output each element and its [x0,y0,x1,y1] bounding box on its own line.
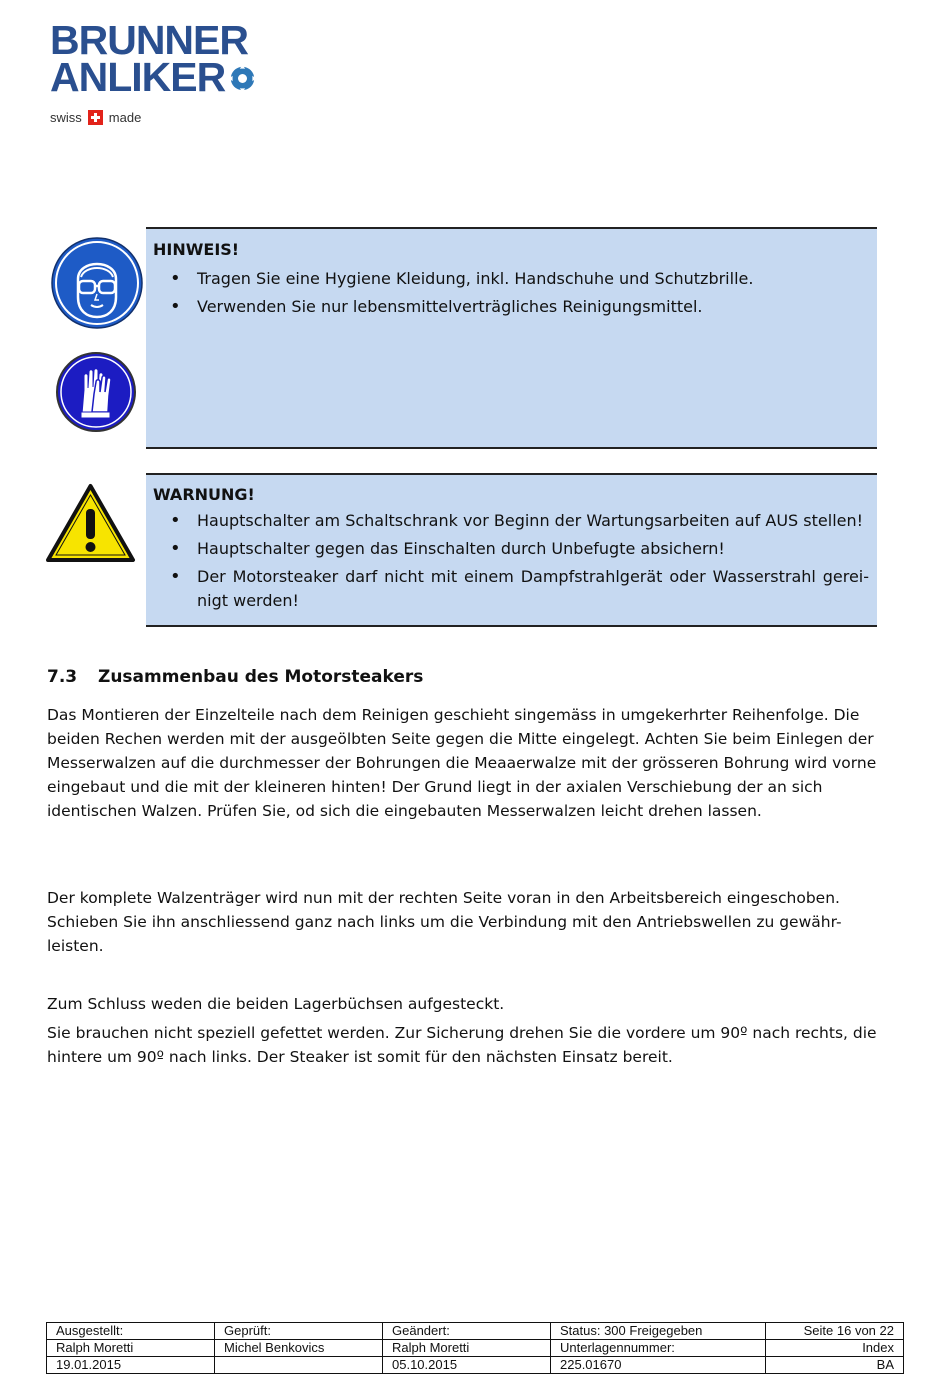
logo-tagline-right: made [108,110,142,125]
logo-tagline-left: swiss [50,110,82,125]
warnung-item: • Der Motorsteaker darf nicht mit einem Dampfstrahlgerät oder Wasserstrahl gerei-nigt werden! [146,565,877,613]
section-number: 7.3 [47,667,78,687]
logo-gear-icon [229,65,256,92]
section-title: Zusammenbau des Motorsteakers [98,667,424,687]
logo-line-1: BRUNNER [50,17,248,63]
footer-cell: BA [766,1357,904,1374]
hinweis-item: • Verwenden Sie nur lebensmittelverträgliches Reinigungsmittel. [146,295,877,319]
footer-cell: Index [766,1340,904,1357]
footer-row [47,1340,904,1357]
safety-goggles-mandatory-icon [51,237,143,329]
warnung-item: • Hauptschalter am Schaltschrank vor Beginn der Wartungsarbeiten auf AUS stellen! [146,509,877,533]
footer-cell: Ralph Moretti [383,1340,551,1357]
footer-cell: Geändert: [383,1323,551,1340]
footer-cell: 19.01.2015 [47,1357,215,1374]
logo-line-2: ANLIKER [50,54,226,100]
footer-cell: Seite 16 von 22 [766,1323,904,1340]
footer-cell: Ralph Moretti [47,1340,215,1357]
swiss-cross-icon [88,110,103,125]
footer-cell [215,1357,383,1374]
hinweis-item: • Tragen Sie eine Hygiene Kleidung, inkl. Handschuhe und Schutzbrille. [146,267,877,291]
brand-logo [50,17,290,132]
section-heading [47,667,423,687]
body-paragraph: Der komplete Walzenträger wird nun mit der rechten Seite voran in den Arbeitsbereich eingeschoben. Schieben Sie ihn anschliessend ganz nach links um die Verbindung mit den Antriebswellen zu gewähr-leisten. [47,889,842,955]
warnung-title: WARNUNG! [153,485,255,504]
footer-cell: Geprüft: [215,1323,383,1340]
footer-cell: Status: 300 Freigegeben [551,1323,766,1340]
footer-cell: Unterlagennummer: [551,1340,766,1357]
body-paragraph: Zum Schluss weden die beiden Lagerbüchsen aufgesteckt. [47,995,505,1013]
warnung-notice [146,473,877,627]
warnung-list [146,509,877,617]
footer-cell: Michel Benkovics [215,1340,383,1357]
gloves-mandatory-icon [56,352,136,432]
body-paragraph: Das Montieren der Einzelteile nach dem Reinigen geschieht singemäss in umgekerhrter Reihenfolge. Die beiden Rechen werden mit der ausgeölbten Seite gegen die Mitte eingelegt. Achten Sie beim Einlegen der Messerwalzen auf die durchmesser der Bohrungen die Meaaerwalze mit der grösseren Bohrung wird vorne eingebaut und die mit der kleineren hinten! Der Grund liegt in der axialen Verschiebung der an sich identischen Walzen. Prüfen Sie, od sich die eingebauten Messerwalzen leicht drehen lassen. [47,706,877,820]
footer-row [47,1357,904,1374]
hinweis-title: HINWEIS! [153,240,240,259]
footer-cell: 225.01670 [551,1357,766,1374]
warning-triangle-icon [45,483,136,563]
footer-row [47,1323,904,1340]
document-footer-table [46,1322,904,1374]
logo-row-2 [50,54,290,100]
warnung-item: • Hauptschalter gegen das Einschalten durch Unbefugte absichern! [146,537,877,561]
logo-tagline [50,110,290,125]
footer-cell: Ausgestellt: [47,1323,215,1340]
footer-cell: 05.10.2015 [383,1357,551,1374]
body-paragraph: Sie brauchen nicht speziell gefettet werden. Zur Sicherung drehen Sie die vordere um 90º nach rechts, die hintere um 90º nach links. Der Steaker ist somit für den nächsten Einsatz bereit. [47,1024,877,1066]
hinweis-list [146,267,877,323]
hinweis-notice [146,227,877,449]
